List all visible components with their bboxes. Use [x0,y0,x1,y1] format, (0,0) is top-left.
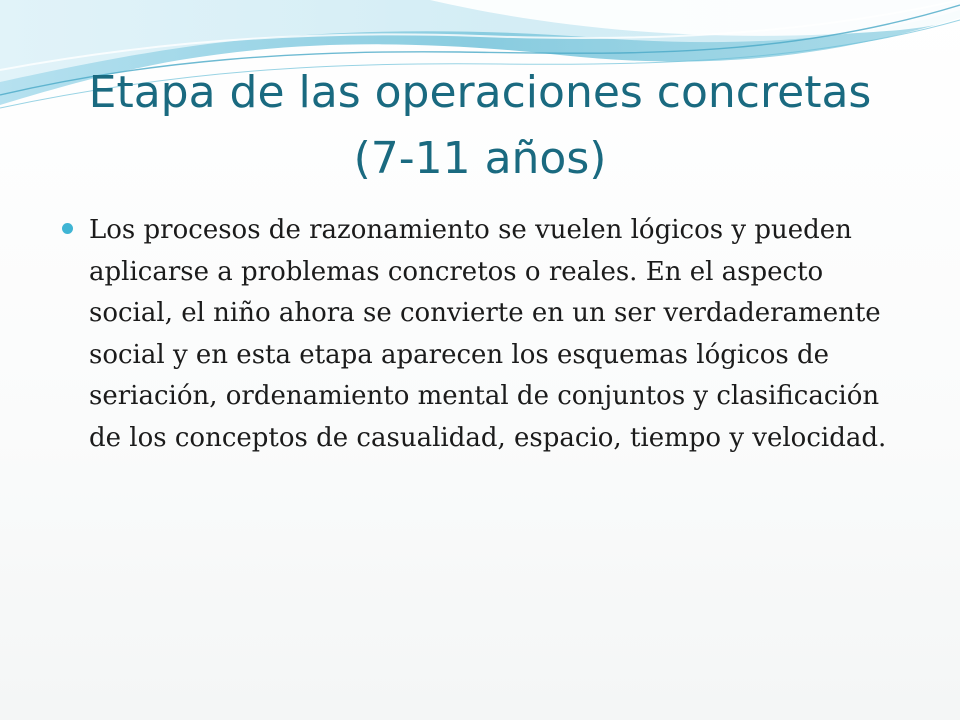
slide-title [40,60,920,192]
slide-title-line1: Etapa de las operaciones concretas [88,67,872,118]
slide-body [62,210,908,459]
bullet-dot-icon [62,223,73,234]
slide-title-line2: (7-11 años) [353,133,607,184]
bullet-item [62,210,908,459]
bullet-text: Los procesos de razonamiento se vuelen lógicos y pueden aplicarse a problemas concretos o reales. En el aspecto social, el niño ahora se convierte en un ser verdaderamente social y en esta etapa aparecen los esquemas lógicos de seriación, ordenamiento mental de conjuntos y clasificación de los conceptos de casualidad, espacio, tiempo y velocidad. [89,215,887,453]
